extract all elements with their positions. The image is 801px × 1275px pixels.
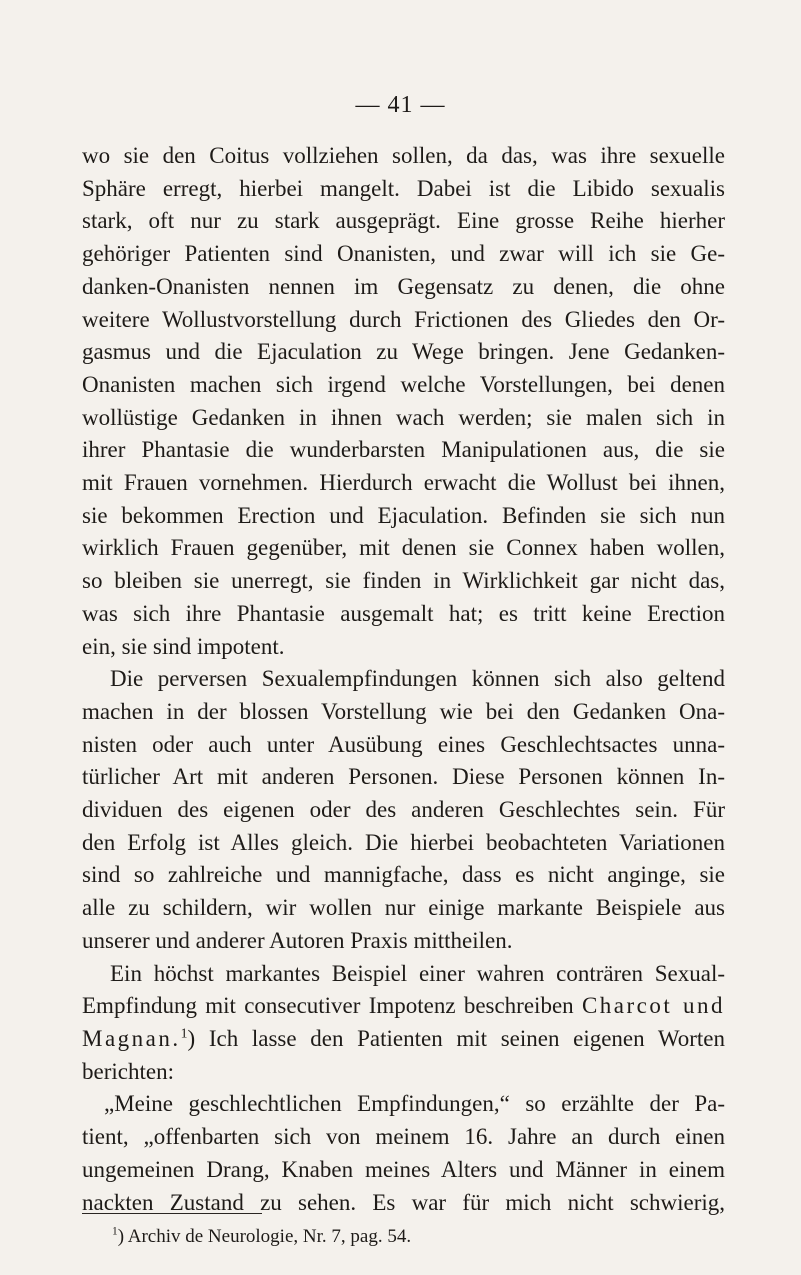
footnote-divider	[82, 1213, 262, 1214]
text-line: wirklich Frauen gegenüber, mit denen sie Connex haben wollen,	[82, 535, 725, 561]
text-line: gasmus und die Ejaculation zu Wege bringen. Jene Gedanken-	[82, 339, 725, 365]
text-line: unserer und anderer Autoren Praxis mittheilen.	[82, 927, 513, 953]
text-line: „Meine geschlechtlichen Empfindungen,“ so erzählte der Pa-	[104, 1091, 725, 1117]
text-line: Ein höchst markantes Beispiel einer wahren conträren Sexual-	[110, 960, 725, 986]
text-line: gehöriger Patienten sind Onanisten, und zwar will ich sie Ge-	[82, 241, 725, 267]
text-line: was sich ihre Phantasie ausgemalt hat; es tritt keine Erection	[82, 600, 725, 626]
author-name-charcot: Charcot und	[581, 993, 726, 1019]
page-number: — 41 —	[355, 92, 446, 118]
text-line: ihrer Phantasie die wunderbarsten Manipulationen aus, die sie	[82, 437, 725, 463]
text-line: sie bekommen Erection und Ejaculation. Befinden sie sich nun	[82, 502, 725, 528]
text-line	[82, 1023, 725, 1056]
text-line: Onanisten machen sich irgend welche Vorstellungen, bei denen	[82, 371, 725, 397]
text-line: den Erfolg ist Alles gleich. Die hierbei beobachteten Variationen	[82, 829, 725, 855]
text-line: mit Frauen vornehmen. Hierdurch erwacht die Wollust bei ihnen,	[82, 470, 725, 496]
text-line: nackten Zustand zu sehen. Es war für mich nicht schwierig,	[82, 1189, 725, 1215]
text-segment: Empfindung mit consecutiver Impotenz beschreiben	[82, 993, 574, 1019]
text-line: nisten oder auch unter Ausübung eines Geschlechtsactes unna-	[82, 731, 725, 757]
text-line: tient, „offenbarten sich von meinem 16. Jahre an durch einen	[82, 1124, 725, 1150]
text-line: danken-Onanisten nennen im Gegensatz zu denen, die ohne	[82, 273, 725, 299]
text-line: türlicher Art mit anderen Personen. Diese Personen können In-	[82, 764, 725, 790]
text-line: machen in der blossen Vorstellung wie bei den Gedanken Ona-	[82, 698, 725, 724]
text-line	[82, 990, 725, 1023]
text-line: alle zu schildern, wir wollen nur einige markante Beispiele aus	[82, 895, 725, 921]
body-text	[82, 140, 725, 1219]
text-line: so bleiben sie unerregt, sie finden in Wirklichkeit gar nicht das,	[82, 568, 725, 594]
footnote-reference: 1	[180, 1025, 188, 1041]
text-line: Sphäre erregt, hierbei mangelt. Dabei ist die Libido sexualis	[82, 175, 725, 201]
text-segment: ) Ich lasse den Patienten mit seinen eigenen Worten	[187, 1025, 725, 1051]
text-line: wollüstige Gedanken in ihnen wach werden; sie malen sich in	[82, 404, 725, 430]
text-line: wo sie den Coitus vollziehen sollen, da das, was ihre sexuelle	[82, 143, 725, 168]
text-line: Die perversen Sexualempfindungen können sich also geltend	[110, 666, 725, 692]
footnote	[112, 1226, 411, 1248]
text-line: dividuen des eigenen oder des anderen Geschlechtes sein. Für	[82, 797, 725, 823]
text-line: ungemeinen Drang, Knaben meines Alters und Männer in einem	[82, 1156, 725, 1182]
footnote-text: ) Archiv de Neurologie, Nr. 7, pag. 54.	[117, 1226, 412, 1247]
text-line: berichten:	[82, 1058, 174, 1084]
text-line: sind so zahlreiche und mannigfache, dass es nicht anginge, sie	[82, 862, 725, 888]
text-line: weitere Wollustvorstellung durch Frictionen des Gliedes den Or-	[82, 306, 725, 332]
author-name-magnan: Magnan.	[82, 1025, 181, 1051]
text-line: stark, oft nur zu stark ausgeprägt. Eine grosse Reihe hierher	[82, 208, 725, 234]
footnote-marker: 1	[112, 1225, 118, 1238]
text-line: ein, sie sind impotent.	[82, 633, 285, 659]
